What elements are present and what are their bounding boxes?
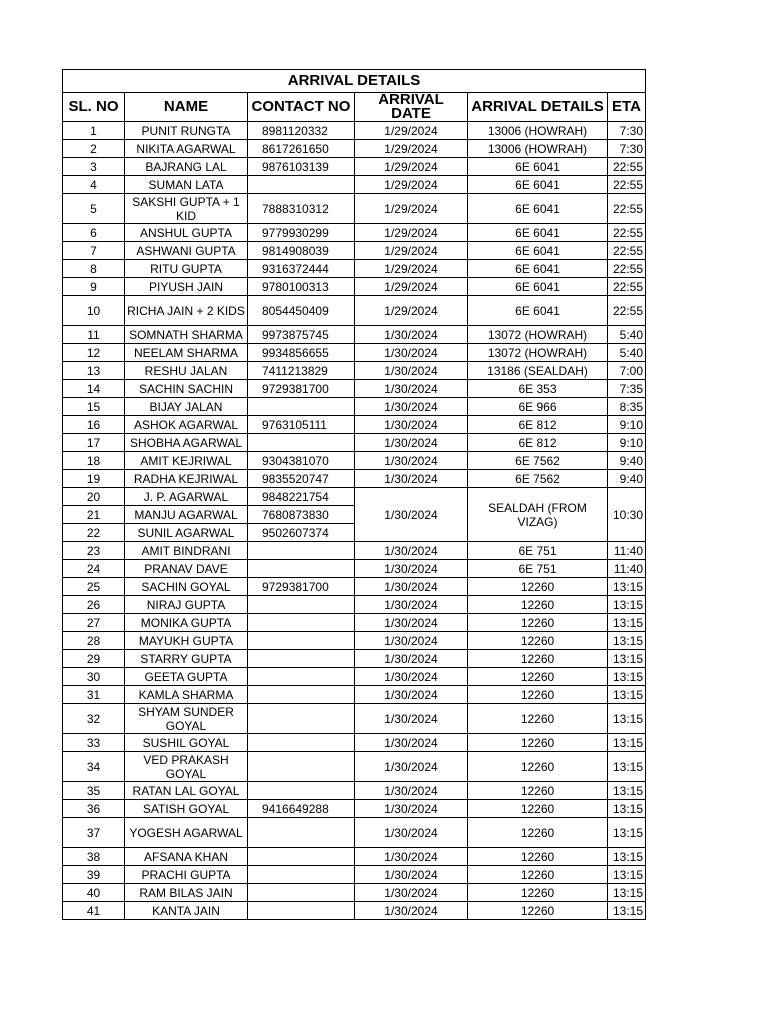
header-arrival-date: ARRIVAL DATE: [355, 93, 468, 122]
cell-eta: 5:40: [608, 326, 646, 344]
cell-sl-no: 7: [63, 242, 125, 260]
cell-contact-no: 9763105111: [248, 416, 355, 434]
cell-name: MAYUKH GUPTA: [125, 632, 248, 650]
cell-sl-no: 22: [63, 524, 125, 542]
cell-arrival-details: 12260: [468, 632, 608, 650]
cell-contact-no: 9729381700: [248, 380, 355, 398]
cell-name: SUSHIL GOYAL: [125, 734, 248, 752]
cell-name: SACHIN SACHIN: [125, 380, 248, 398]
cell-name: NIRAJ GUPTA: [125, 596, 248, 614]
cell-arrival-details: 12260: [468, 668, 608, 686]
cell-arrival-date: 1/30/2024: [355, 452, 468, 470]
cell-eta: 7:30: [608, 122, 646, 140]
table-row: [63, 560, 646, 578]
cell-name: PUNIT RUNGTA: [125, 122, 248, 140]
table-row: [63, 884, 646, 902]
cell-arrival-date: 1/30/2024: [355, 470, 468, 488]
cell-contact-no: 9848221754: [248, 488, 355, 506]
cell-arrival-date: 1/30/2024: [355, 704, 468, 734]
cell-name: RATAN LAL GOYAL: [125, 782, 248, 800]
cell-contact-no: 9729381700: [248, 578, 355, 596]
table-row: [63, 416, 646, 434]
cell-eta: 13:15: [608, 848, 646, 866]
cell-name: SAKSHI GUPTA + 1 KID: [125, 194, 248, 224]
cell-arrival-date: 1/30/2024: [355, 818, 468, 848]
cell-contact-no: [248, 848, 355, 866]
cell-eta: 13:15: [608, 704, 646, 734]
cell-sl-no: 23: [63, 542, 125, 560]
cell-name: RESHU JALAN: [125, 362, 248, 380]
cell-arrival-date: 1/30/2024: [355, 848, 468, 866]
cell-arrival-date: 1/29/2024: [355, 194, 468, 224]
cell-arrival-details: 6E 6041: [468, 158, 608, 176]
cell-contact-no: 8054450409: [248, 296, 355, 326]
table-row: [63, 362, 646, 380]
cell-name: BAJRANG LAL: [125, 158, 248, 176]
cell-eta: 5:40: [608, 344, 646, 362]
cell-arrival-date: 1/30/2024: [355, 668, 468, 686]
cell-sl-no: 37: [63, 818, 125, 848]
table-row: [63, 296, 646, 326]
cell-eta: 8:35: [608, 398, 646, 416]
cell-name: MANJU AGARWAL: [125, 506, 248, 524]
cell-contact-no: [248, 902, 355, 920]
cell-eta: 9:10: [608, 416, 646, 434]
cell-contact-no: 9316372444: [248, 260, 355, 278]
cell-arrival-details: 6E 6041: [468, 242, 608, 260]
table-row: [63, 614, 646, 632]
cell-contact-no: [248, 734, 355, 752]
cell-arrival-date: 1/30/2024: [355, 734, 468, 752]
cell-arrival-date: 1/30/2024: [355, 398, 468, 416]
cell-arrival-details: 12260: [468, 614, 608, 632]
cell-sl-no: 18: [63, 452, 125, 470]
cell-contact-no: [248, 632, 355, 650]
cell-arrival-date: 1/30/2024: [355, 884, 468, 902]
cell-arrival-date: 1/30/2024: [355, 416, 468, 434]
cell-eta: 7:35: [608, 380, 646, 398]
table-body: [63, 122, 646, 920]
cell-sl-no: 13: [63, 362, 125, 380]
cell-name: PRANAV DAVE: [125, 560, 248, 578]
cell-arrival-details: 13072 (HOWRAH): [468, 326, 608, 344]
cell-name: SUMAN LATA: [125, 176, 248, 194]
table-row: [63, 848, 646, 866]
cell-sl-no: 34: [63, 752, 125, 782]
cell-contact-no: [248, 782, 355, 800]
cell-contact-no: [248, 752, 355, 782]
cell-arrival-details: 12260: [468, 848, 608, 866]
header-sl-no: SL. NO: [63, 93, 125, 122]
arrival-table: [62, 69, 646, 920]
cell-arrival-details: 12260: [468, 596, 608, 614]
cell-arrival-details: 6E 966: [468, 398, 608, 416]
cell-name: AFSANA KHAN: [125, 848, 248, 866]
cell-contact-no: 9973875745: [248, 326, 355, 344]
cell-arrival-details: 6E 6041: [468, 194, 608, 224]
table-row: [63, 650, 646, 668]
cell-arrival-date: 1/30/2024: [355, 686, 468, 704]
cell-name: ASHOK AGARWAL: [125, 416, 248, 434]
table-row: [63, 578, 646, 596]
table-row: [63, 224, 646, 242]
cell-name: J. P. AGARWAL: [125, 488, 248, 506]
cell-name: SUNIL AGARWAL: [125, 524, 248, 542]
cell-sl-no: 38: [63, 848, 125, 866]
cell-sl-no: 33: [63, 734, 125, 752]
cell-name: PRACHI GUPTA: [125, 866, 248, 884]
table-row: [63, 704, 646, 734]
cell-contact-no: 9780100313: [248, 278, 355, 296]
cell-sl-no: 9: [63, 278, 125, 296]
table-row: [63, 734, 646, 752]
cell-eta: 22:55: [608, 194, 646, 224]
cell-contact-no: [248, 434, 355, 452]
table-row: [63, 752, 646, 782]
cell-eta: 7:00: [608, 362, 646, 380]
cell-name: AMIT BINDRANI: [125, 542, 248, 560]
cell-eta: 13:15: [608, 668, 646, 686]
cell-sl-no: 1: [63, 122, 125, 140]
cell-name: SHYAM SUNDER GOYAL: [125, 704, 248, 734]
cell-eta: 22:55: [608, 296, 646, 326]
cell-contact-no: [248, 560, 355, 578]
cell-sl-no: 36: [63, 800, 125, 818]
cell-arrival-date: 1/30/2024: [355, 752, 468, 782]
header-row: [63, 93, 646, 122]
cell-eta: 13:15: [608, 578, 646, 596]
cell-sl-no: 3: [63, 158, 125, 176]
cell-contact-no: [248, 686, 355, 704]
table-row: [63, 470, 646, 488]
cell-name: NEELAM SHARMA: [125, 344, 248, 362]
cell-sl-no: 29: [63, 650, 125, 668]
cell-arrival-details: 12260: [468, 650, 608, 668]
cell-arrival-date: 1/30/2024: [355, 344, 468, 362]
cell-arrival-date: 1/30/2024: [355, 800, 468, 818]
cell-name: PIYUSH JAIN: [125, 278, 248, 296]
cell-eta: 9:40: [608, 452, 646, 470]
table-row: [63, 902, 646, 920]
table-row: [63, 260, 646, 278]
cell-eta: 7:30: [608, 140, 646, 158]
cell-name: SATISH GOYAL: [125, 800, 248, 818]
cell-eta: 13:15: [608, 818, 646, 848]
table-row: [63, 686, 646, 704]
cell-eta: 22:55: [608, 278, 646, 296]
cell-arrival-date: 1/29/2024: [355, 176, 468, 194]
cell-arrival-date: 1/29/2024: [355, 158, 468, 176]
header-name: NAME: [125, 93, 248, 122]
cell-arrival-details: 6E 7562: [468, 452, 608, 470]
cell-arrival-date: 1/30/2024: [355, 488, 468, 542]
cell-name: RADHA KEJRIWAL: [125, 470, 248, 488]
cell-contact-no: [248, 818, 355, 848]
cell-sl-no: 20: [63, 488, 125, 506]
cell-name: VED PRAKASH GOYAL: [125, 752, 248, 782]
cell-eta: 22:55: [608, 260, 646, 278]
table-row: [63, 344, 646, 362]
cell-contact-no: 7680873830: [248, 506, 355, 524]
cell-arrival-date: 1/30/2024: [355, 380, 468, 398]
cell-eta: 13:15: [608, 650, 646, 668]
cell-sl-no: 19: [63, 470, 125, 488]
cell-arrival-details: 6E 751: [468, 560, 608, 578]
cell-eta: 11:40: [608, 560, 646, 578]
cell-eta: 13:15: [608, 596, 646, 614]
table-row: [63, 398, 646, 416]
cell-contact-no: 9814908039: [248, 242, 355, 260]
table-row: [63, 158, 646, 176]
cell-name: SACHIN GOYAL: [125, 578, 248, 596]
cell-arrival-date: 1/30/2024: [355, 632, 468, 650]
cell-eta: 13:15: [608, 632, 646, 650]
cell-name: BIJAY JALAN: [125, 398, 248, 416]
cell-sl-no: 17: [63, 434, 125, 452]
cell-sl-no: 25: [63, 578, 125, 596]
cell-arrival-date: 1/30/2024: [355, 866, 468, 884]
cell-contact-no: 9416649288: [248, 800, 355, 818]
cell-contact-no: 9934856655: [248, 344, 355, 362]
cell-contact-no: 8617261650: [248, 140, 355, 158]
cell-sl-no: 41: [63, 902, 125, 920]
cell-arrival-details: 6E 751: [468, 542, 608, 560]
cell-arrival-date: 1/30/2024: [355, 596, 468, 614]
table-row: [63, 278, 646, 296]
cell-sl-no: 35: [63, 782, 125, 800]
cell-arrival-details: 12260: [468, 782, 608, 800]
cell-contact-no: 7411213829: [248, 362, 355, 380]
cell-arrival-date: 1/29/2024: [355, 278, 468, 296]
cell-sl-no: 21: [63, 506, 125, 524]
table-row: [63, 122, 646, 140]
cell-sl-no: 10: [63, 296, 125, 326]
cell-arrival-date: 1/29/2024: [355, 122, 468, 140]
table-row: [63, 434, 646, 452]
table-row: [63, 488, 646, 506]
cell-arrival-date: 1/30/2024: [355, 578, 468, 596]
table-row: [63, 866, 646, 884]
table-row: [63, 452, 646, 470]
cell-contact-no: [248, 866, 355, 884]
cell-arrival-details: 6E 812: [468, 416, 608, 434]
cell-sl-no: 5: [63, 194, 125, 224]
table-row: [63, 782, 646, 800]
cell-sl-no: 14: [63, 380, 125, 398]
cell-eta: 13:15: [608, 752, 646, 782]
cell-name: KAMLA SHARMA: [125, 686, 248, 704]
table-row: [63, 800, 646, 818]
cell-eta: 13:15: [608, 884, 646, 902]
cell-name: RITU GUPTA: [125, 260, 248, 278]
cell-name: AMIT KEJRIWAL: [125, 452, 248, 470]
cell-name: KANTA JAIN: [125, 902, 248, 920]
cell-arrival-details: 13186 (SEALDAH): [468, 362, 608, 380]
table-row: [63, 818, 646, 848]
cell-name: ANSHUL GUPTA: [125, 224, 248, 242]
cell-sl-no: 15: [63, 398, 125, 416]
cell-arrival-details: 12260: [468, 902, 608, 920]
cell-arrival-details: 12260: [468, 800, 608, 818]
cell-arrival-date: 1/29/2024: [355, 140, 468, 158]
cell-arrival-details: 12260: [468, 704, 608, 734]
cell-arrival-details: 6E 6041: [468, 296, 608, 326]
cell-sl-no: 8: [63, 260, 125, 278]
cell-sl-no: 27: [63, 614, 125, 632]
cell-eta: 9:40: [608, 470, 646, 488]
cell-sl-no: 32: [63, 704, 125, 734]
table-row: [63, 542, 646, 560]
cell-arrival-date: 1/29/2024: [355, 260, 468, 278]
cell-sl-no: 39: [63, 866, 125, 884]
cell-sl-no: 40: [63, 884, 125, 902]
cell-contact-no: [248, 668, 355, 686]
cell-arrival-details: 12260: [468, 818, 608, 848]
cell-eta: 10:30: [608, 488, 646, 542]
table-row: [63, 632, 646, 650]
cell-contact-no: 9779930299: [248, 224, 355, 242]
table-row: [63, 242, 646, 260]
cell-name: YOGESH AGARWAL: [125, 818, 248, 848]
cell-arrival-details: 12260: [468, 578, 608, 596]
table-row: [63, 380, 646, 398]
cell-name: NIKITA AGARWAL: [125, 140, 248, 158]
cell-name: ASHWANI GUPTA: [125, 242, 248, 260]
cell-contact-no: 9835520747: [248, 470, 355, 488]
cell-contact-no: [248, 542, 355, 560]
cell-eta: 13:15: [608, 614, 646, 632]
cell-arrival-date: 1/30/2024: [355, 326, 468, 344]
cell-contact-no: 8981120332: [248, 122, 355, 140]
table-row: [63, 596, 646, 614]
cell-arrival-details: 13072 (HOWRAH): [468, 344, 608, 362]
cell-eta: 13:15: [608, 686, 646, 704]
cell-name: RAM BILAS JAIN: [125, 884, 248, 902]
cell-arrival-details: SEALDAH (FROM VIZAG): [468, 488, 608, 542]
cell-name: STARRY GUPTA: [125, 650, 248, 668]
cell-arrival-date: 1/30/2024: [355, 542, 468, 560]
cell-arrival-date: 1/29/2024: [355, 242, 468, 260]
cell-arrival-details: 6E 7562: [468, 470, 608, 488]
cell-sl-no: 12: [63, 344, 125, 362]
table-row: [63, 668, 646, 686]
cell-sl-no: 16: [63, 416, 125, 434]
cell-arrival-date: 1/30/2024: [355, 614, 468, 632]
cell-eta: 13:15: [608, 782, 646, 800]
cell-arrival-date: 1/30/2024: [355, 650, 468, 668]
cell-eta: 13:15: [608, 734, 646, 752]
cell-arrival-date: 1/30/2024: [355, 782, 468, 800]
cell-arrival-details: 12260: [468, 734, 608, 752]
header-arrival-details: ARRIVAL DETAILS: [468, 93, 608, 122]
cell-contact-no: [248, 596, 355, 614]
cell-contact-no: [248, 398, 355, 416]
cell-eta: 13:15: [608, 866, 646, 884]
cell-sl-no: 28: [63, 632, 125, 650]
cell-arrival-details: 6E 6041: [468, 224, 608, 242]
cell-arrival-details: 6E 6041: [468, 260, 608, 278]
cell-arrival-details: 6E 6041: [468, 176, 608, 194]
cell-sl-no: 4: [63, 176, 125, 194]
cell-contact-no: [248, 704, 355, 734]
cell-sl-no: 30: [63, 668, 125, 686]
cell-sl-no: 11: [63, 326, 125, 344]
header-eta: ETA: [608, 93, 646, 122]
cell-eta: 22:55: [608, 224, 646, 242]
cell-contact-no: [248, 650, 355, 668]
cell-name: GEETA GUPTA: [125, 668, 248, 686]
cell-arrival-details: 12260: [468, 884, 608, 902]
header-contact-no: CONTACT NO: [248, 93, 355, 122]
cell-arrival-date: 1/30/2024: [355, 362, 468, 380]
cell-sl-no: 31: [63, 686, 125, 704]
cell-arrival-date: 1/30/2024: [355, 902, 468, 920]
cell-eta: 13:15: [608, 800, 646, 818]
cell-name: RICHA JAIN + 2 KIDS: [125, 296, 248, 326]
cell-name: MONIKA GUPTA: [125, 614, 248, 632]
cell-eta: 9:10: [608, 434, 646, 452]
cell-arrival-details: 6E 6041: [468, 278, 608, 296]
cell-arrival-details: 6E 812: [468, 434, 608, 452]
cell-contact-no: 9876103139: [248, 158, 355, 176]
cell-eta: 13:15: [608, 902, 646, 920]
cell-name: SOMNATH SHARMA: [125, 326, 248, 344]
cell-arrival-details: 6E 353: [468, 380, 608, 398]
table-row: [63, 176, 646, 194]
cell-name: SHOBHA AGARWAL: [125, 434, 248, 452]
table-row: [63, 140, 646, 158]
table-title: ARRIVAL DETAILS: [63, 70, 646, 93]
cell-arrival-details: 12260: [468, 866, 608, 884]
cell-arrival-date: 1/29/2024: [355, 224, 468, 242]
cell-sl-no: 24: [63, 560, 125, 578]
cell-arrival-details: 12260: [468, 686, 608, 704]
cell-arrival-date: 1/30/2024: [355, 434, 468, 452]
cell-contact-no: [248, 884, 355, 902]
table-row: [63, 326, 646, 344]
cell-sl-no: 6: [63, 224, 125, 242]
cell-contact-no: 7888310312: [248, 194, 355, 224]
cell-arrival-details: 13006 (HOWRAH): [468, 122, 608, 140]
cell-eta: 22:55: [608, 242, 646, 260]
cell-arrival-date: 1/29/2024: [355, 296, 468, 326]
cell-arrival-details: 13006 (HOWRAH): [468, 140, 608, 158]
cell-arrival-date: 1/30/2024: [355, 560, 468, 578]
cell-contact-no: 9502607374: [248, 524, 355, 542]
cell-sl-no: 2: [63, 140, 125, 158]
cell-eta: 22:55: [608, 158, 646, 176]
cell-arrival-details: 12260: [468, 752, 608, 782]
table-row: [63, 194, 646, 224]
cell-contact-no: 9304381070: [248, 452, 355, 470]
cell-sl-no: 26: [63, 596, 125, 614]
cell-eta: 11:40: [608, 542, 646, 560]
cell-contact-no: [248, 176, 355, 194]
cell-contact-no: [248, 614, 355, 632]
cell-eta: 22:55: [608, 176, 646, 194]
